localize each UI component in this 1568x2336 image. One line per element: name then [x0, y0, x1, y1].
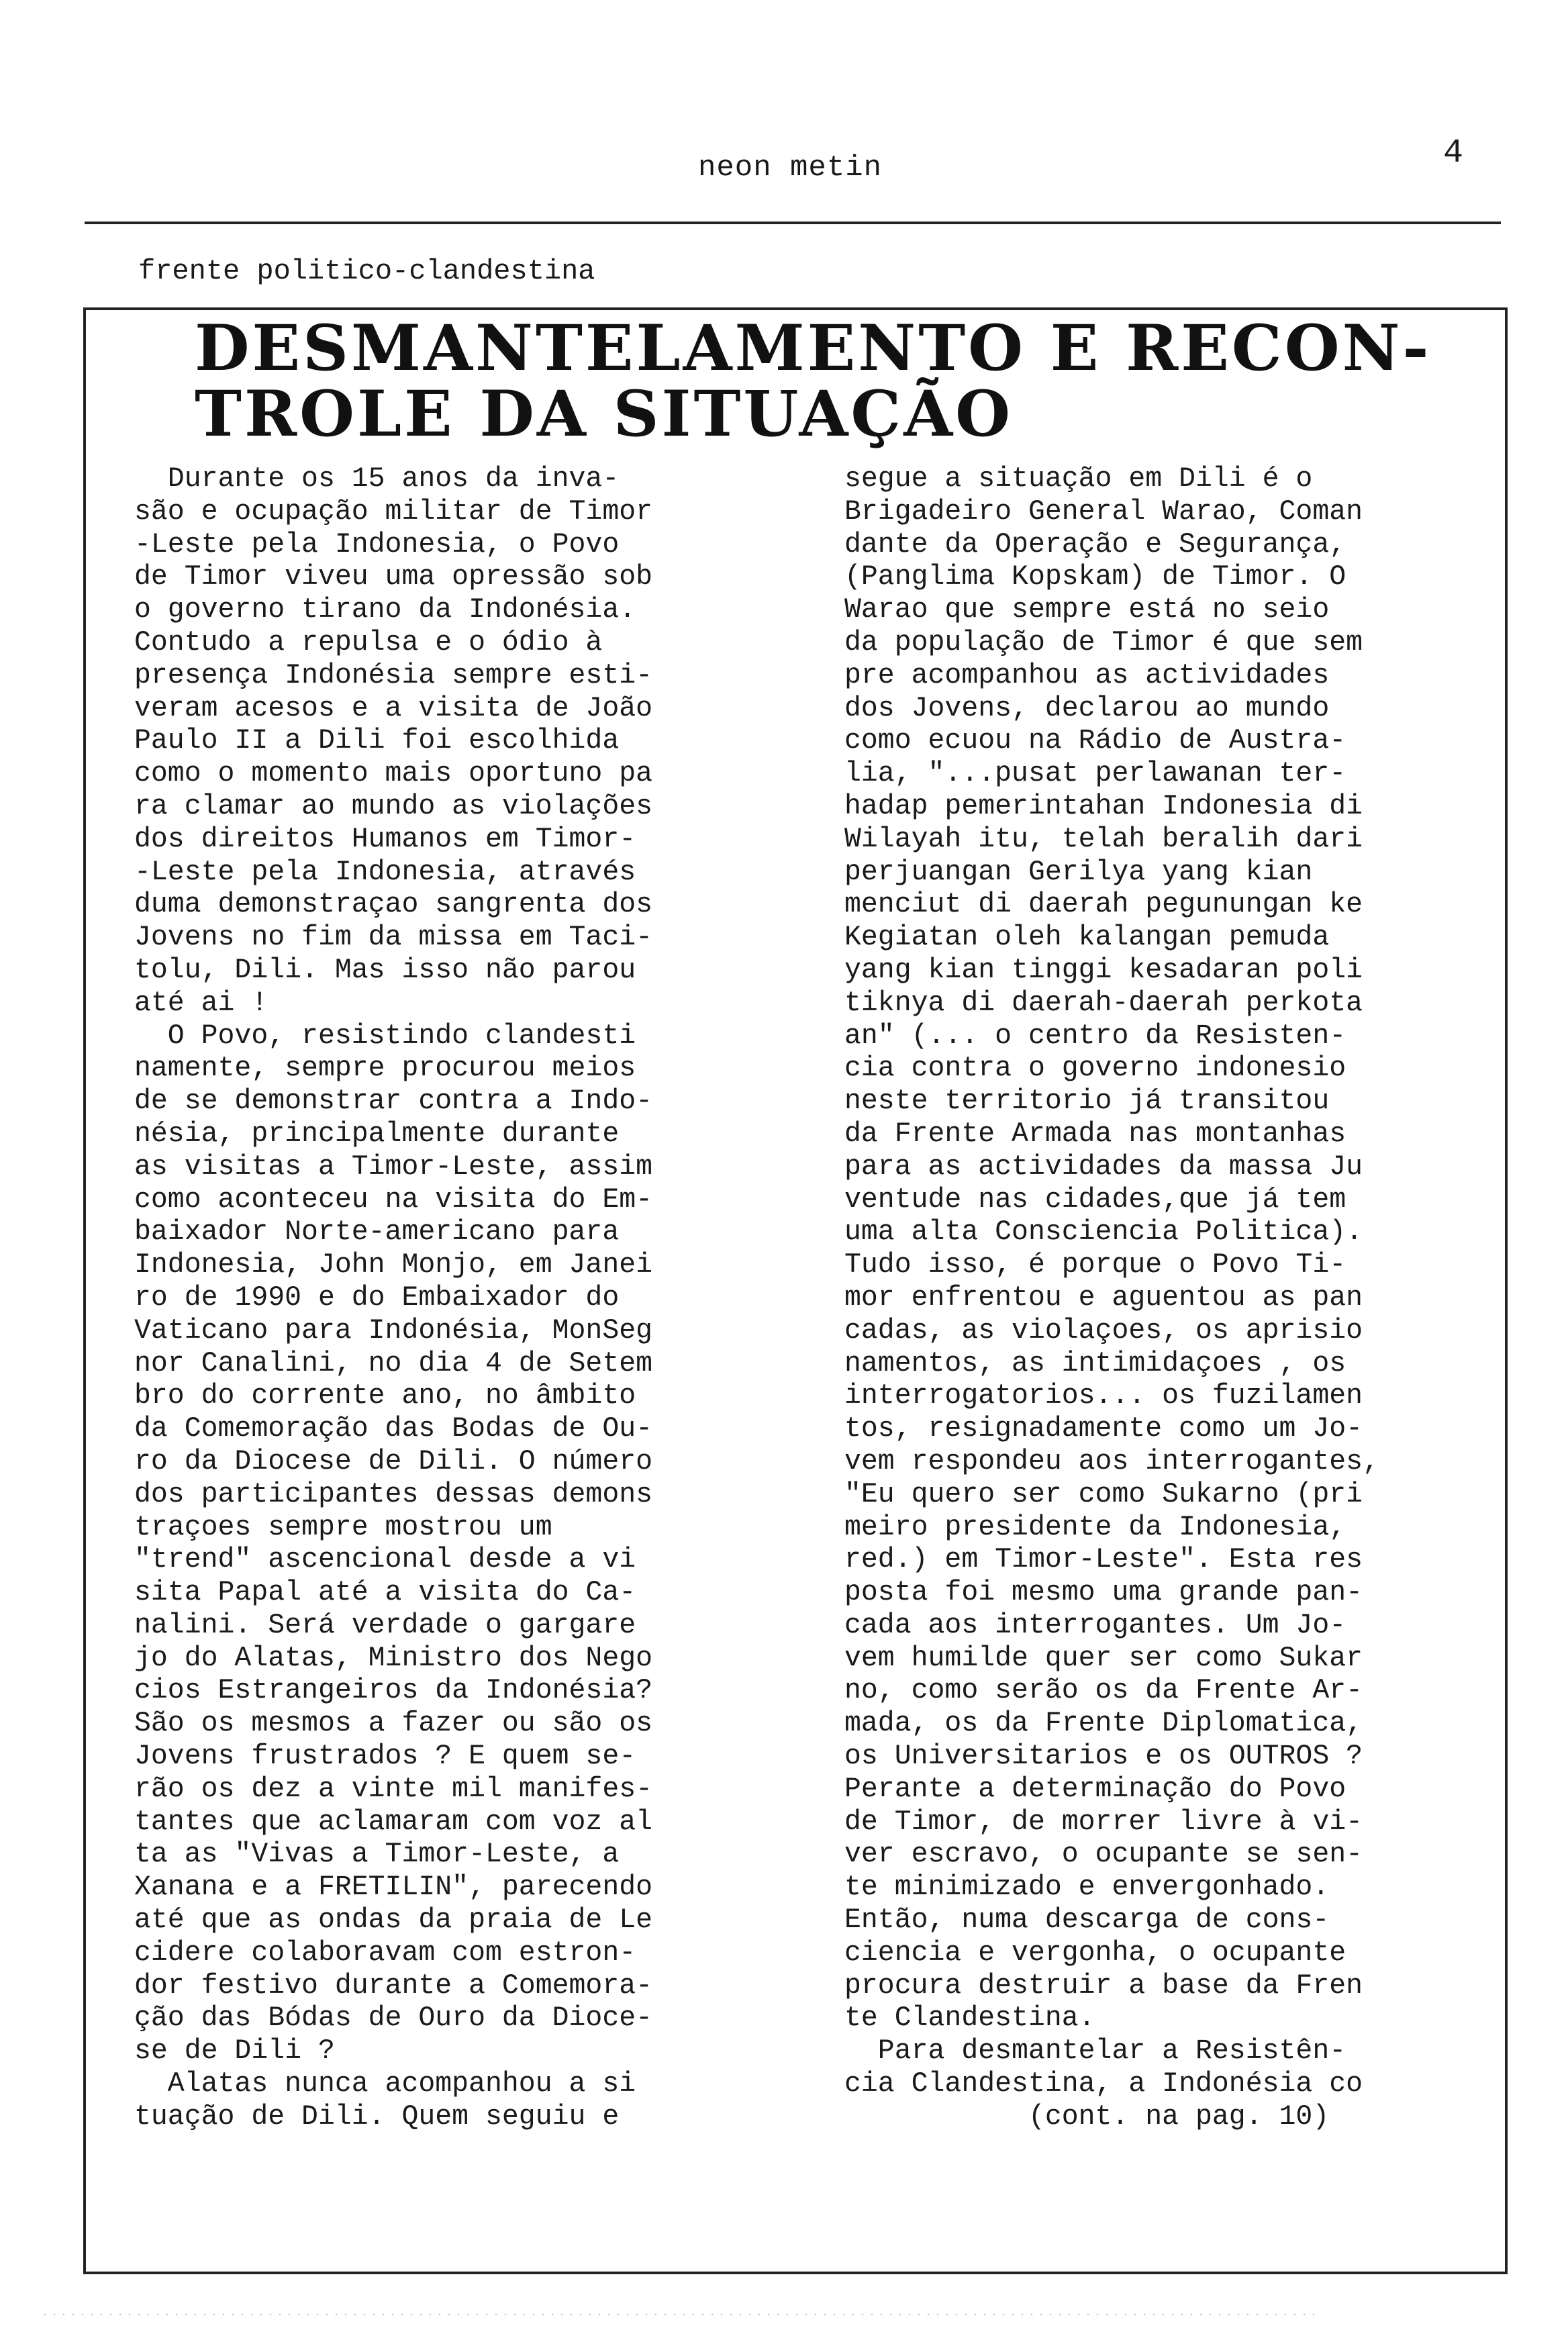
- text-line: duma demonstraçao sangrenta dos: [134, 889, 653, 921]
- text-line: -Leste pela Indonesia, através: [134, 856, 636, 888]
- text-line: Paulo II a Dili foi escolhida: [134, 725, 620, 757]
- text-line: Alatas nunca acompanhou a si: [134, 2068, 636, 2100]
- text-line: jo do Alatas, Ministro dos Nego: [134, 1642, 653, 1674]
- page-number: 4: [1443, 134, 1464, 173]
- text-line: da Comemoração das Bodas de Ou-: [134, 1413, 653, 1445]
- text-line: namentos, as intimidaçoes , os: [844, 1347, 1346, 1379]
- text-line: até ai !: [134, 987, 268, 1019]
- text-line: ciencia e vergonha, o ocupante: [844, 1937, 1346, 1969]
- text-line: "Eu quero ser como Sukarno (pri: [844, 1478, 1363, 1510]
- text-line: meiro presidente da Indonesia,: [844, 1511, 1346, 1543]
- text-line: ra clamar ao mundo as violações: [134, 790, 653, 822]
- text-line: de Timor, de morrer livre à vi-: [844, 1806, 1363, 1838]
- text-line: lia, "...pusat perlawanan ter-: [844, 758, 1346, 790]
- text-line: dante da Operação e Segurança,: [844, 528, 1346, 561]
- text-line: rão os dez a vinte mil manifes-: [134, 1773, 653, 1805]
- text-line: da Frente Armada nas montanhas: [844, 1118, 1346, 1150]
- section-label: frente politico-clandestina: [138, 255, 595, 287]
- text-line: Brigadeiro General Warao, Coman: [844, 495, 1363, 528]
- text-line: nor Canalini, no dia 4 de Setem: [134, 1347, 653, 1379]
- text-line: Jovens no fim da missa em Taci-: [134, 922, 653, 954]
- text-line: cidere colaboravam com estron-: [134, 1937, 636, 1969]
- text-line: (Panglima Kopskam) de Timor. O: [844, 561, 1346, 593]
- text-line: ver escravo, o ocupante se sen-: [844, 1839, 1363, 1871]
- text-line: Perante a determinação do Povo: [844, 1773, 1346, 1805]
- text-line: mada, os da Frente Diplomatica,: [844, 1708, 1363, 1740]
- text-line: os Universitarios e os OUTROS ?: [844, 1741, 1363, 1773]
- text-line: procura destruir a base da Fren: [844, 1969, 1363, 2002]
- text-line: se de Dili ?: [134, 2035, 335, 2067]
- text-line: (cont. na pag. 10): [844, 2100, 1330, 2133]
- text-line: traçoes sempre mostrou um: [134, 1511, 552, 1543]
- text-line: dos Jovens, declarou ao mundo: [844, 692, 1330, 724]
- text-line: ventude nas cidades,que já tem: [844, 1183, 1346, 1216]
- text-line: São os mesmos a fazer ou são os: [134, 1708, 653, 1740]
- text-line: veram acesos e a visita de João: [134, 692, 653, 724]
- text-line: yang kian tinggi kesadaran poli: [844, 954, 1363, 986]
- text-line: "trend" ascencional desde a vi: [134, 1544, 636, 1576]
- text-line: dos participantes dessas demons: [134, 1478, 653, 1510]
- text-line: ro da Diocese de Dili. O número: [134, 1445, 653, 1477]
- text-line: tolu, Dili. Mas isso não parou: [134, 954, 636, 986]
- text-line: hadap pemerintahan Indonesia di: [844, 790, 1363, 822]
- text-line: menciut di daerah pegunungan ke: [844, 889, 1363, 921]
- text-line: pre acompanhou as actividades: [844, 659, 1330, 691]
- text-line: Para desmantelar a Resistên-: [844, 2035, 1346, 2067]
- text-line: baixador Norte-americano para: [134, 1216, 620, 1249]
- text-line: de Timor viveu uma opressão sob: [134, 561, 653, 593]
- text-line: interrogatorios... os fuzilamen: [844, 1380, 1363, 1412]
- text-line: tuação de Dili. Quem seguiu e: [134, 2100, 620, 2133]
- text-line: bro do corrente ano, no âmbito: [134, 1380, 636, 1412]
- text-line: da população de Timor é que sem: [844, 626, 1363, 659]
- text-line: tiknya di daerah-daerah perkota: [844, 987, 1363, 1019]
- page-bottom-speckle: [40, 2313, 1316, 2316]
- text-line: presença Indonésia sempre esti-: [134, 659, 653, 691]
- text-line: vem respondeu aos interrogantes,: [844, 1445, 1379, 1477]
- text-line: namente, sempre procurou meios: [134, 1053, 636, 1085]
- text-line: vem humilde quer ser como Sukar: [844, 1642, 1363, 1674]
- text-line: uma alta Consciencia Politica).: [844, 1216, 1363, 1249]
- text-line: sita Papal até a visita do Ca-: [134, 1577, 636, 1609]
- text-line: Jovens frustrados ? E quem se-: [134, 1741, 636, 1773]
- text-line: perjuangan Gerilya yang kian: [844, 856, 1313, 888]
- text-line: segue a situação em Dili é o: [844, 463, 1313, 495]
- text-line: cia contra o governo indonesio: [844, 1053, 1346, 1085]
- text-line: Tudo isso, é porque o Povo Ti-: [844, 1249, 1346, 1281]
- text-line: ta as "Vivas a Timor-Leste, a: [134, 1839, 620, 1871]
- text-line: cada aos interrogantes. Um Jo-: [844, 1609, 1346, 1641]
- text-line: dor festivo durante a Comemora-: [134, 1969, 653, 2002]
- text-line: cadas, as violaçoes, os aprisio: [844, 1314, 1363, 1347]
- text-line: tantes que aclamaram com voz al: [134, 1806, 653, 1838]
- text-line: o governo tirano da Indonésia.: [134, 594, 636, 626]
- text-line: -Leste pela Indonesia, o Povo: [134, 528, 620, 561]
- text-line: até que as ondas da praia de Le: [134, 1904, 653, 1937]
- left-column-text: [134, 463, 652, 2134]
- text-line: para as actividades da massa Ju: [844, 1151, 1363, 1183]
- text-line: Vaticano para Indonésia, MonSeg: [134, 1314, 653, 1347]
- text-line: Xanana e a FRETILIN", parecendo: [134, 1871, 653, 1904]
- header-divider: [85, 222, 1501, 224]
- right-column-text: [844, 463, 1379, 2134]
- text-line: tos, resignadamente como um Jo-: [844, 1413, 1363, 1445]
- text-line: como o momento mais oportuno pa: [134, 758, 653, 790]
- text-line: nalini. Será verdade o gargare: [134, 1609, 636, 1641]
- text-line: neste territorio já transitou: [844, 1085, 1330, 1118]
- text-line: como ecuou na Rádio de Austra-: [844, 725, 1346, 757]
- text-line: Contudo a repulsa e o ódio à: [134, 626, 603, 659]
- text-line: cios Estrangeiros da Indonésia?: [134, 1675, 653, 1707]
- text-line: red.) em Timor-Leste". Esta res: [844, 1544, 1363, 1576]
- text-line: Wilayah itu, telah beralih dari: [844, 823, 1363, 855]
- text-line: mor enfrentou e aguentou as pan: [844, 1281, 1363, 1314]
- text-line: são e ocupação militar de Timor: [134, 495, 653, 528]
- text-line: O Povo, resistindo clandesti: [134, 1020, 636, 1052]
- article-headline: [195, 311, 1470, 451]
- text-line: no, como serão os da Frente Ar-: [844, 1675, 1363, 1707]
- text-line: como aconteceu na visita do Em-: [134, 1183, 653, 1216]
- text-line: cia Clandestina, a Indonésia co: [844, 2068, 1363, 2100]
- text-line: ro de 1990 e do Embaixador do: [134, 1281, 620, 1314]
- text-line: Indonesia, John Monjo, em Janei: [134, 1249, 653, 1281]
- text-line: de se demonstrar contra a Indo-: [134, 1085, 653, 1118]
- text-line: dos direitos Humanos em Timor-: [134, 823, 636, 855]
- text-line: Warao que sempre está no seio: [844, 594, 1330, 626]
- text-line: Durante os 15 anos da inva-: [134, 463, 620, 495]
- headline-line-1: DESMANTELAMENTO E RECON-: [195, 311, 1432, 385]
- publication-title: neon metin: [698, 151, 883, 185]
- text-line: posta foi mesmo uma grande pan-: [844, 1577, 1363, 1609]
- text-line: ção das Bódas de Ouro da Dioce-: [134, 2002, 653, 2035]
- text-line: te Clandestina.: [844, 2002, 1095, 2035]
- text-line: nésia, principalmente durante: [134, 1118, 620, 1150]
- headline-line-2: TROLE DA SITUAÇÃO: [195, 377, 1014, 451]
- text-line: Kegiatan oleh kalangan pemuda: [844, 922, 1330, 954]
- text-line: Então, numa descarga de cons-: [844, 1904, 1330, 1937]
- text-line: as visitas a Timor-Leste, assim: [134, 1151, 653, 1183]
- text-line: te minimizado e envergonhado.: [844, 1871, 1330, 1904]
- text-line: an" (... o centro da Resisten-: [844, 1020, 1346, 1052]
